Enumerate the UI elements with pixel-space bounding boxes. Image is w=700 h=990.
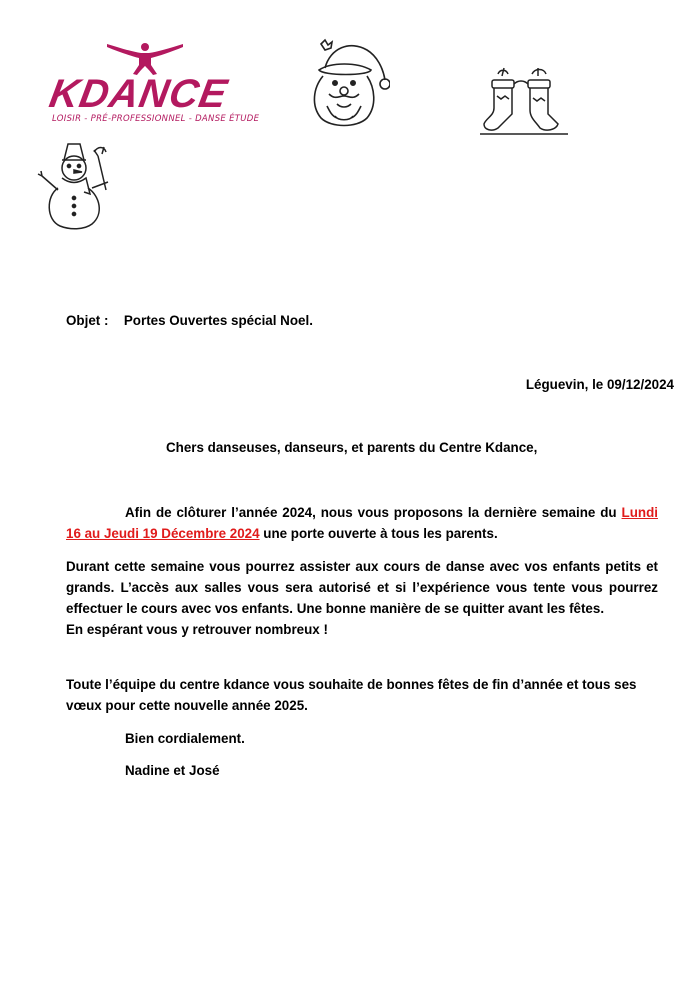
paragraph-3 (66, 674, 674, 716)
place-date: Léguevin, le 09/12/2024 (525, 377, 674, 392)
logo-tagline: LOISIR - PRÉ-PROFESSIONNEL - DANSE ÉTUDE (52, 114, 260, 124)
kdance-logo (46, 38, 260, 128)
christmas-stockings-icon (480, 66, 570, 136)
santa-claus-icon (305, 36, 390, 131)
closing: Bien cordialement. (125, 731, 245, 746)
salutation: Chers danseuses, danseurs, et parents du Centre Kdance, (166, 440, 538, 455)
signature: Nadine et José (125, 763, 220, 778)
date-range-highlight: Lundi 16 au Jeudi 19 Décembre 2024 (66, 505, 658, 541)
paragraph-1 (66, 502, 658, 544)
paragraph-1-start: Afin de clôturer l’année 2024, nous vous proposons la dernière semaine du (125, 505, 617, 520)
subject-text: Portes Ouvertes spécial Noel. (123, 313, 313, 328)
paragraph-2 (66, 556, 658, 640)
paragraph-2-end: En espérant vous y retrouver nombreux ! (66, 622, 328, 637)
logo-wordmark: KDANCE (46, 72, 232, 116)
subject-label: Objet : (66, 313, 109, 328)
paragraph-2-text: Durant cette semaine vous pourrez assister aux cours de danse avec vos enfants petits et grands. L’accès aux salles vous sera autorisé et si l’expérience vous tente vous pourrez effectuer le cours avec vos enfants. Une bonne manière de se quitter avant les fêtes. (66, 559, 658, 616)
snowman-icon (34, 138, 114, 230)
subject-line (66, 310, 313, 331)
paragraph-3-text: Toute l’équipe du centre kdance vous souhaite de bonnes fêtes de fin d’année et tous ses vœux pour cette nouvelle année 2025. (66, 677, 637, 713)
paragraph-1-end: une porte ouverte à tous les parents. (259, 526, 498, 541)
